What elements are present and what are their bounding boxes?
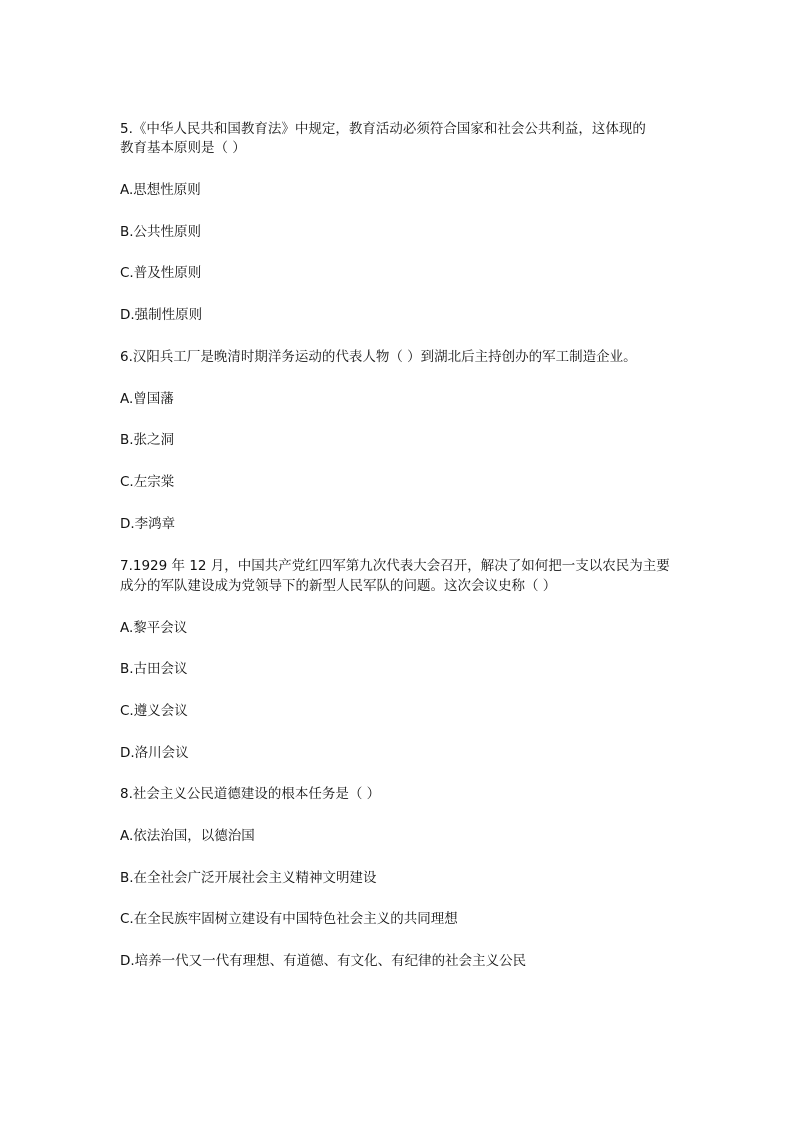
question-6-option-d: D.李鸿章 bbox=[120, 516, 176, 532]
question-7-stem-line-1: 7.1929 年 12 月，中国共产党红四军第九次代表大会召开，解决了如何把一支以农民为主要 bbox=[120, 558, 670, 574]
question-5-stem-line-1: 5.《中华人民共和国教育法》中规定，教育活动必须符合国家和社会公共利益，这体现的 bbox=[120, 121, 646, 137]
question-5-option-c: C.普及性原则 bbox=[120, 265, 202, 281]
question-8-option-a: A.依法治国，以德治国 bbox=[120, 828, 255, 844]
question-6-stem-line-1: 6.汉阳兵工厂是晚清时期洋务运动的代表人物（ ）到湖北后主持创办的军工制造企业。 bbox=[120, 349, 637, 365]
question-6-option-c: C.左宗棠 bbox=[120, 474, 175, 490]
question-5-option-d: D.强制性原则 bbox=[120, 307, 203, 323]
question-8-option-d: D.培养一代又一代有理想、有道德、有文化、有纪律的社会主义公民 bbox=[120, 953, 527, 969]
question-5-option-a: A.思想性原则 bbox=[120, 182, 201, 198]
question-7-option-c: C.遵义会议 bbox=[120, 703, 188, 719]
question-8-stem-line-1: 8.社会主义公民道德建设的根本任务是（ ） bbox=[120, 786, 381, 802]
question-5-stem-line-2: 教育基本原则是（ ） bbox=[120, 140, 246, 156]
question-5-option-b: B.公共性原则 bbox=[120, 224, 202, 240]
question-7-stem-line-2: 成分的军队建设成为党领导下的新型人民军队的问题。这次会议史称（ ） bbox=[120, 578, 557, 594]
question-7-option-d: D.洛川会议 bbox=[120, 745, 189, 761]
question-8-option-b: B.在全社会广泛开展社会主义精神文明建设 bbox=[120, 870, 377, 886]
question-7-option-b: B.古田会议 bbox=[120, 661, 188, 677]
question-6-option-a: A.曾国藩 bbox=[120, 391, 174, 407]
question-8-option-c: C.在全民族牢固树立建设有中国特色社会主义的共同理想 bbox=[120, 911, 458, 927]
question-6-option-b: B.张之洞 bbox=[120, 432, 175, 448]
question-7-option-a: A.黎平会议 bbox=[120, 620, 188, 636]
